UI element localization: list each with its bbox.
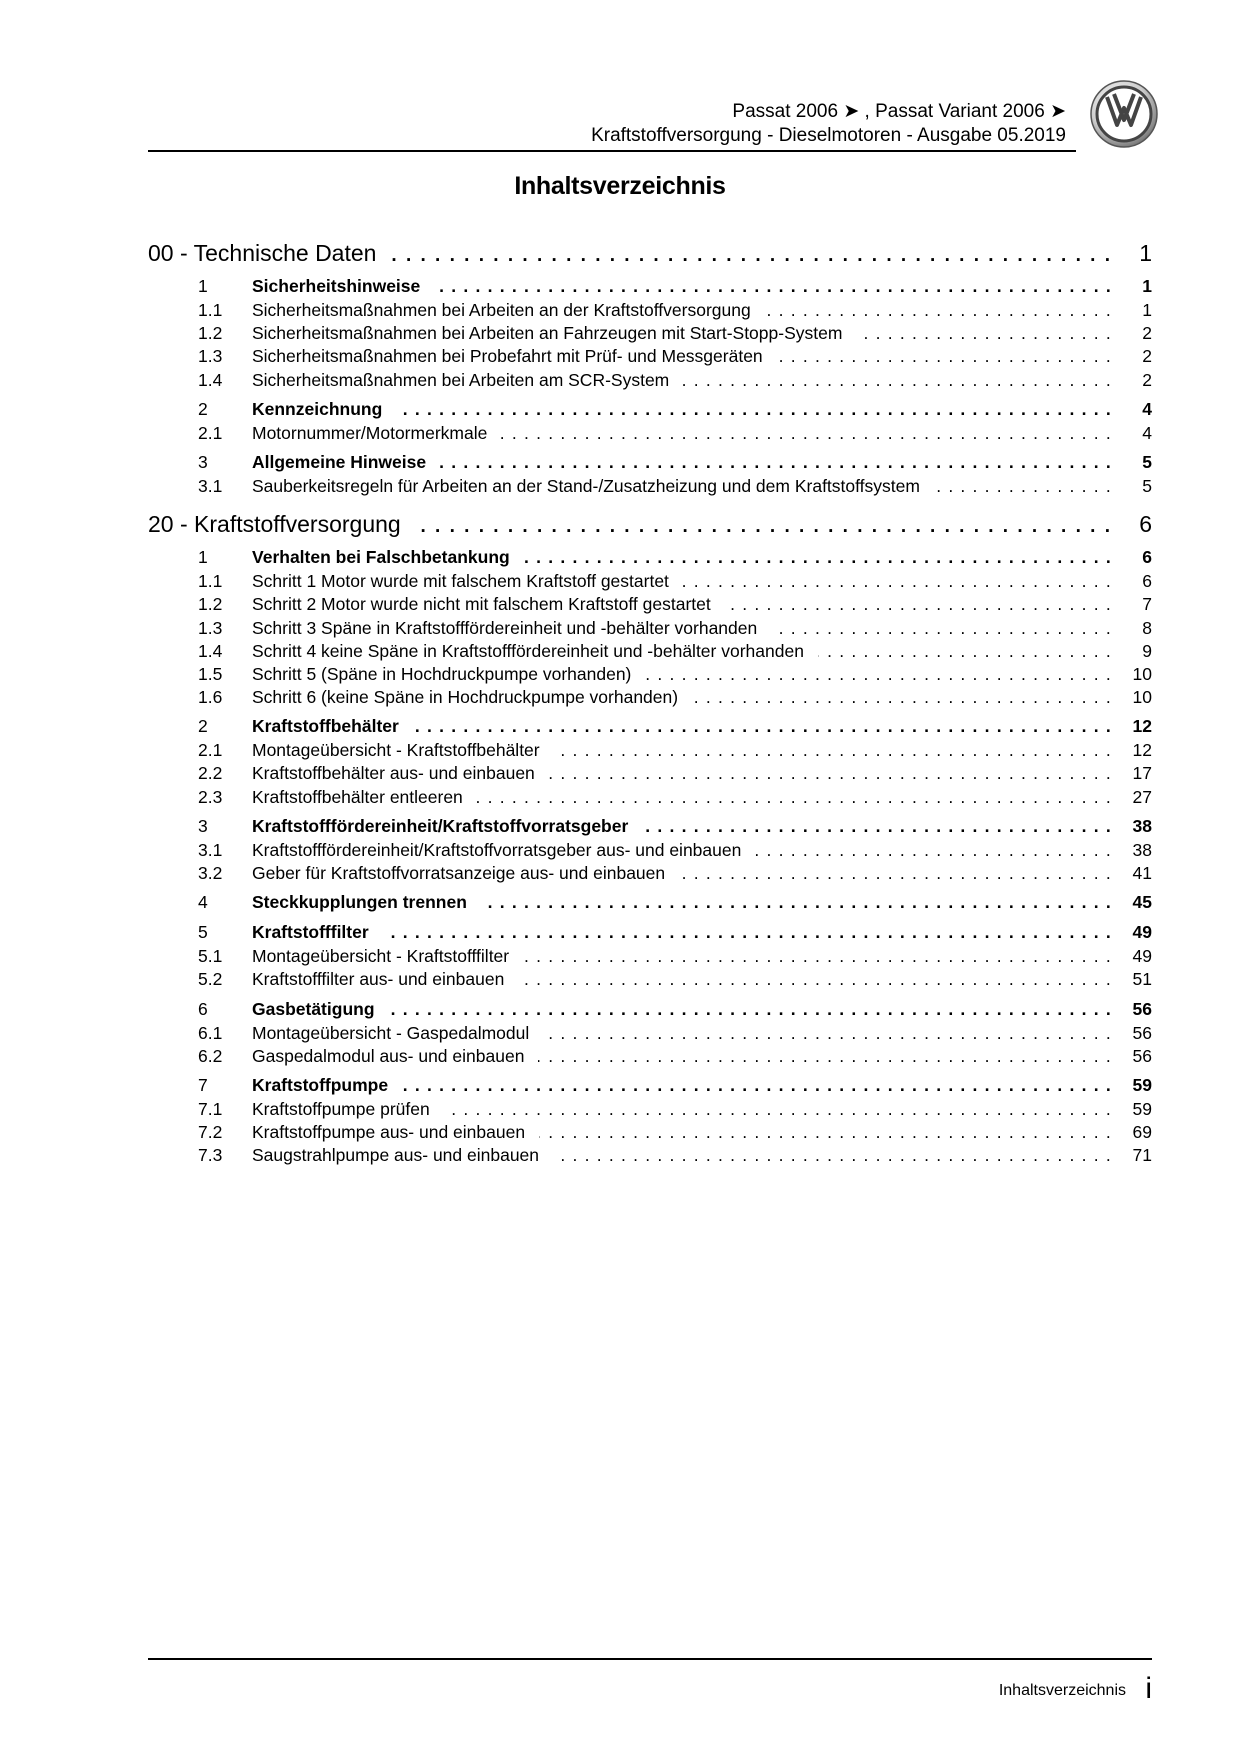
toc-title: Schritt 6 (keine Späne in Hochdruckpumpe vorhanden) (252, 687, 679, 708)
toc-section-row[interactable] (148, 716, 1152, 740)
toc-title: Montageübersicht - Gaspedalmodul (252, 1022, 530, 1043)
toc-section-row[interactable] (148, 999, 1152, 1023)
toc-leader-dots (763, 346, 1126, 367)
toc-leader-dots (399, 716, 1126, 737)
toc-leader-dots (426, 452, 1126, 473)
toc-title: Steckkupplungen trennen (252, 892, 467, 913)
toc-page-number: 6 (1139, 511, 1152, 538)
toc-page-number: 12 (1132, 716, 1152, 737)
toc-page-number: 1 (1142, 276, 1152, 296)
page-footer (148, 1658, 1152, 1705)
toc-leader-dots (509, 946, 1126, 967)
toc-page-number: 59 (1132, 1098, 1152, 1119)
toc-page-number: 5 (1142, 475, 1152, 496)
toc-number: 1.4 (198, 640, 223, 661)
toc-number: 4 (198, 892, 208, 913)
toc-sub-row[interactable] (148, 969, 1152, 992)
toc-page-number: 4 (1142, 398, 1152, 419)
toc-sub-row[interactable] (148, 840, 1152, 863)
toc-chapter-row[interactable] (148, 511, 1152, 541)
toc-number: 6.1 (198, 1022, 223, 1043)
toc-leader-dots (504, 969, 1126, 990)
toc-leader-dots (524, 1046, 1126, 1067)
toc-sub-row[interactable] (148, 664, 1152, 687)
page-header (148, 98, 1076, 152)
toc-page-number: 41 (1132, 863, 1152, 883)
toc-sub-row[interactable] (148, 346, 1152, 369)
toc-title: Kraftstoffbehälter aus- und einbauen (252, 763, 535, 784)
toc-number: 6.2 (198, 1045, 223, 1066)
toc-page-number: 9 (1142, 640, 1152, 661)
header-subject-line: Kraftstoffversorgung - Dieselmotoren - Ausgabe 05.2019 (591, 125, 1066, 146)
toc-leader-dots (529, 1023, 1126, 1044)
toc-title: Schritt 2 Motor wurde nicht mit falschem Kraftstoff gestartet (252, 594, 711, 615)
toc-leader-dots (842, 323, 1126, 344)
toc-number: 6 (198, 998, 208, 1019)
toc-title: Geber für Kraftstoffvorratsanzeige aus- und einbauen (252, 863, 666, 883)
toc-sub-row[interactable] (148, 594, 1152, 617)
toc-title: Montageübersicht - Kraftstoffbehälter (252, 740, 540, 761)
toc-section-row[interactable] (148, 276, 1152, 300)
toc-page-number: 6 (1142, 571, 1152, 592)
footer-page-number: i (1145, 1672, 1152, 1705)
toc-page-number: 27 (1132, 786, 1152, 807)
toc-number: 1.1 (198, 300, 223, 320)
toc-leader-dots (678, 687, 1126, 708)
toc-leader-dots (375, 999, 1126, 1020)
toc-title: Sicherheitsmaßnahmen bei Arbeiten am SCR-System (252, 369, 670, 390)
toc-number: 3 (198, 815, 208, 836)
toc-page-number: 8 (1142, 617, 1152, 638)
toc-page-number: 45 (1132, 892, 1152, 913)
toc-sub-row[interactable] (148, 863, 1152, 886)
toc-page-number: 1 (1139, 240, 1152, 266)
toc-leader-dots (463, 787, 1126, 808)
toc-page-number: 56 (1132, 1045, 1152, 1066)
toc-sub-row[interactable] (148, 1023, 1152, 1046)
toc-number: 3 (198, 451, 208, 472)
toc-title: Kraftstofffördereinheit/Kraftstoffvorratsgeber aus- und einbauen (252, 839, 742, 860)
toc-leader-dots (804, 641, 1126, 662)
toc-leader-dots (628, 816, 1126, 837)
footer-label: Inhaltsverzeichnis (998, 1682, 1126, 1699)
toc-leader-dots (741, 840, 1126, 861)
toc-number: 7.2 (198, 1122, 223, 1143)
toc-page-number: 5 (1142, 451, 1152, 472)
toc-page-number: 69 (1132, 1122, 1152, 1143)
toc-section-row[interactable] (148, 452, 1152, 476)
toc-leader-dots (510, 547, 1126, 568)
toc-title: Schritt 5 (Späne in Hochdruckpumpe vorhanden) (252, 663, 632, 684)
toc-number: 2.1 (198, 422, 223, 443)
toc-number: 7 (198, 1074, 208, 1095)
toc-page-number: 10 (1132, 663, 1152, 684)
toc-leader-dots (487, 423, 1126, 444)
toc-sub-row[interactable] (148, 476, 1152, 499)
toc-title: Kraftstoffpumpe aus- und einbauen (252, 1122, 526, 1143)
toc-chapter-row[interactable] (148, 240, 1152, 270)
toc-number: 1.3 (198, 617, 223, 638)
toc-title: Schritt 1 Motor wurde mit falschem Kraftstoff gestartet (252, 571, 669, 592)
toc-page-number: 49 (1132, 946, 1152, 967)
toc-leader-dots (669, 370, 1126, 391)
toc-sub-row[interactable] (148, 641, 1152, 664)
toc-sub-row[interactable] (148, 946, 1152, 969)
toc-sub-row[interactable] (148, 1122, 1152, 1145)
toc-title: Sauberkeitsregeln für Arbeiten an der Stand-/Zusatzheizung und dem Kraftstoffsystem (252, 475, 920, 496)
toc-number: 2.2 (198, 763, 223, 784)
toc-number: 2 (198, 398, 208, 419)
toc-number: 2 (198, 716, 208, 737)
toc-page-number: 1 (1142, 300, 1152, 320)
toc-leader-dots (369, 922, 1126, 943)
toc-number: 1.2 (198, 594, 223, 615)
toc-title: Kraftstoffpumpe prüfen (252, 1098, 430, 1119)
toc-page-number: 49 (1132, 922, 1152, 943)
toc-title: Motornummer/Motormerkmale (252, 422, 488, 443)
toc-title: Schritt 3 Späne in Kraftstofffördereinheit und -behälter vorhanden (252, 617, 758, 638)
toc-leader-dots (669, 571, 1126, 592)
toc-page-number: 7 (1142, 594, 1152, 615)
toc-number: 3.1 (198, 475, 223, 496)
toc-title: Schritt 4 keine Späne in Kraftstofffördereinheit und -behälter vorhanden (252, 640, 804, 661)
toc-page-number: 56 (1132, 998, 1152, 1019)
toc-sub-row[interactable] (148, 787, 1152, 810)
toc-sub-row[interactable] (148, 1046, 1152, 1069)
toc-leader-dots (467, 892, 1126, 913)
toc-number: 3.1 (198, 839, 223, 860)
toc-section-row[interactable] (148, 547, 1152, 571)
toc-title: Kraftstoffbehälter (252, 716, 399, 737)
toc-page-number: 38 (1132, 839, 1152, 860)
toc-page-number: 2 (1142, 369, 1152, 390)
toc-leader-dots (382, 399, 1126, 420)
toc-number: 1.4 (198, 369, 223, 390)
toc-section-row[interactable] (148, 892, 1152, 916)
toc-sub-row[interactable] (148, 618, 1152, 641)
toc-number: 1 (198, 547, 208, 568)
toc-leader-dots (920, 476, 1126, 497)
toc-title: Kraftstofffilter aus- und einbauen (252, 969, 505, 990)
toc-page-number: 71 (1132, 1145, 1152, 1166)
toc-leader-dots (631, 664, 1126, 685)
toc-number: 1.3 (198, 346, 223, 367)
toc-leader-dots (535, 763, 1126, 784)
toc-title: Kraftstoffbehälter entleeren (252, 786, 463, 807)
toc-leader-dots (757, 618, 1126, 639)
toc-page-number: 2 (1142, 323, 1152, 344)
toc-number: 1.2 (198, 323, 223, 344)
toc-leader-dots (401, 516, 1126, 538)
toc-title: Montageübersicht - Kraftstofffilter (252, 946, 510, 967)
toc-title: Sicherheitsmaßnahmen bei Arbeiten an Fahrzeugen mit Start-Stopp-System (252, 323, 843, 344)
toc-title: Sicherheitsmaßnahmen bei Arbeiten an der Kraftstoffversorgung (252, 300, 751, 320)
toc-leader-dots (430, 1099, 1126, 1120)
toc-page-number: 59 (1132, 1074, 1152, 1095)
toc-title: Kraftstofffilter (252, 922, 369, 943)
header-model-line: Passat 2006 ➤ , Passat Variant 2006 ➤ (732, 101, 1066, 122)
toc-number: 3.2 (198, 863, 223, 883)
toc-sub-row[interactable] (148, 423, 1152, 446)
toc-number: 5.1 (198, 946, 223, 967)
toc-number: 7.3 (198, 1145, 223, 1166)
toc-title: Verhalten bei Falschbetankung (252, 547, 510, 568)
toc-section-row[interactable] (148, 922, 1152, 946)
toc-sub-row[interactable] (148, 323, 1152, 346)
toc-leader-dots (525, 1122, 1126, 1143)
toc-page-number: 4 (1142, 422, 1152, 443)
toc-number: 1.5 (198, 663, 223, 684)
vw-logo-icon (1090, 80, 1158, 148)
toc-number: 2.3 (198, 786, 223, 807)
toc-sub-row[interactable] (148, 300, 1152, 323)
toc-number: 1.1 (198, 571, 223, 592)
toc-title: Sicherheitsmaßnahmen bei Probefahrt mit Prüf- und Messgeräten (252, 346, 763, 367)
toc-number: 7.1 (198, 1098, 223, 1119)
toc-leader-dots (665, 863, 1126, 884)
toc-leader-dots (540, 740, 1126, 761)
toc-sub-row[interactable] (148, 370, 1152, 393)
toc-number: 1.6 (198, 687, 223, 708)
toc-section-row[interactable] (148, 1075, 1152, 1099)
toc-page-number: 51 (1132, 969, 1152, 990)
toc-title: Allgemeine Hinweise (252, 451, 427, 472)
toc-page-number: 6 (1142, 547, 1152, 568)
toc-sub-row[interactable] (148, 1099, 1152, 1122)
toc-title: Sicherheitshinweise (252, 276, 421, 296)
toc-page-number: 10 (1132, 687, 1152, 708)
toc-leader-dots (751, 300, 1126, 321)
toc-title: Kennzeichnung (252, 398, 383, 419)
toc-page-number: 12 (1132, 740, 1152, 761)
toc-title: Kraftstofffördereinheit/Kraftstoffvorratsgeber (252, 815, 629, 836)
toc-section-row[interactable] (148, 399, 1152, 423)
toc-title: Saugstrahlpumpe aus- und einbauen (252, 1145, 540, 1166)
toc-sub-row[interactable] (148, 763, 1152, 786)
toc-title: Gaspedalmodul aus- und einbauen (252, 1045, 525, 1066)
toc-page-number: 17 (1132, 763, 1152, 784)
toc-title: 00 - Technische Daten (148, 240, 377, 266)
table-of-contents (148, 240, 1152, 1169)
page-title: Inhaltsverzeichnis (514, 172, 726, 200)
toc-title: 20 - Kraftstoffversorgung (148, 511, 401, 538)
toc-leader-dots (539, 1145, 1126, 1166)
toc-sub-row[interactable] (148, 687, 1152, 710)
toc-number: 5.2 (198, 969, 223, 990)
toc-number: 5 (198, 922, 208, 943)
toc-leader-dots (376, 245, 1126, 267)
toc-sub-row[interactable] (148, 571, 1152, 594)
toc-number: 1 (198, 276, 208, 296)
toc-page-number: 2 (1142, 346, 1152, 367)
toc-number: 2.1 (198, 740, 223, 761)
toc-page-number: 38 (1132, 815, 1152, 836)
toc-page-number: 56 (1132, 1022, 1152, 1043)
toc-leader-dots (388, 1075, 1126, 1096)
toc-title: Kraftstoffpumpe (252, 1074, 389, 1095)
toc-leader-dots (420, 276, 1126, 297)
toc-leader-dots (711, 594, 1126, 615)
toc-sub-row[interactable] (148, 740, 1152, 763)
toc-sub-row[interactable] (148, 1145, 1152, 1168)
toc-section-row[interactable] (148, 816, 1152, 840)
toc-title: Gasbetätigung (252, 998, 375, 1019)
